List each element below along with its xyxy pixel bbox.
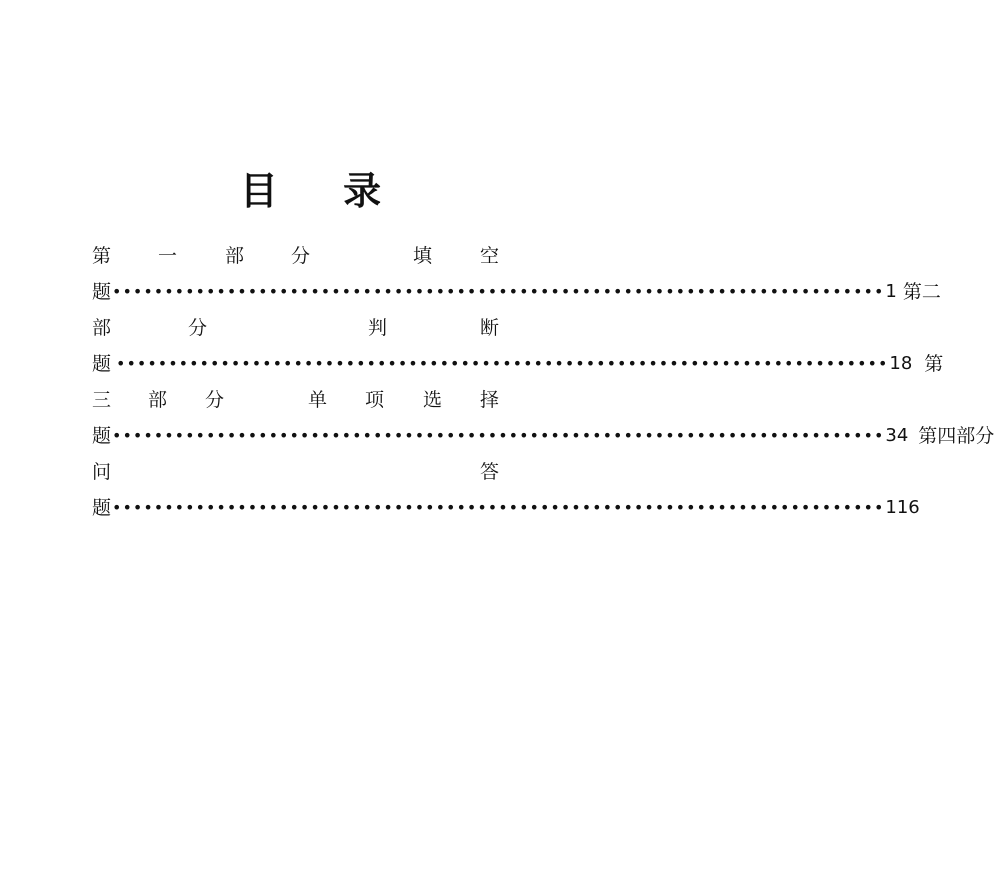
dot-leader: •••••••••••••••••••••••••••••••••••••••••••••••••••••••••••••••••••••••••• — [116, 354, 889, 373]
toc-entry-label: 题 — [92, 353, 112, 375]
toc-char: 断 — [480, 317, 500, 339]
toc-char: 答 — [480, 461, 500, 483]
toc-char: 判 — [368, 317, 388, 339]
toc-line-8 — [92, 490, 920, 526]
toc-page-number: 34 — [885, 425, 909, 446]
toc-char: 填 — [413, 245, 433, 267]
toc-line-3 — [92, 310, 499, 346]
toc-entry-label: 题 — [92, 425, 112, 447]
toc-char: 一 — [158, 245, 178, 267]
table-of-contents — [92, 238, 994, 526]
toc-page-number: 18 — [889, 353, 913, 374]
toc-next-entry: 第 — [924, 353, 944, 375]
toc-page-number: 116 — [885, 497, 920, 518]
toc-line-7 — [92, 454, 499, 490]
toc-page-number: 1 — [885, 281, 897, 302]
toc-char: 部 — [148, 389, 168, 411]
toc-line-5 — [92, 382, 499, 418]
toc-char: 择 — [480, 389, 500, 411]
toc-next-entry: 第二 — [902, 281, 941, 303]
toc-char: 选 — [423, 389, 443, 411]
toc-char: 分 — [205, 389, 225, 411]
toc-char: 单 — [308, 389, 328, 411]
toc-char: 问 — [92, 461, 112, 483]
toc-entry-label: 题 — [92, 497, 112, 519]
toc-char: 部 — [225, 245, 245, 267]
toc-char: 分 — [188, 317, 208, 339]
toc-char: 空 — [480, 245, 500, 267]
toc-next-entry: 第四部分 — [918, 425, 994, 447]
toc-char: 三 — [92, 389, 112, 411]
toc-title: 目 录 — [239, 168, 408, 213]
toc-char: 项 — [365, 389, 385, 411]
toc-line-6 — [92, 418, 994, 454]
toc-line-4 — [92, 346, 944, 382]
toc-char: 分 — [291, 245, 311, 267]
dot-leader: •••••••••••••••••••••••••••••••••••••••••••••••••••••••••••••••••••••••••• — [112, 498, 885, 517]
dot-leader: •••••••••••••••••••••••••••••••••••••••••••••••••••••••••••••••••••••••••• — [112, 426, 885, 445]
toc-char: 部 — [92, 317, 112, 339]
toc-char: 第 — [92, 245, 112, 267]
toc-entry-label: 题 — [92, 281, 112, 303]
toc-line-2 — [92, 274, 941, 310]
dot-leader: •••••••••••••••••••••••••••••••••••••••••••••••••••••••••••••••••••••••••• — [112, 282, 885, 301]
toc-line-1 — [92, 238, 499, 274]
